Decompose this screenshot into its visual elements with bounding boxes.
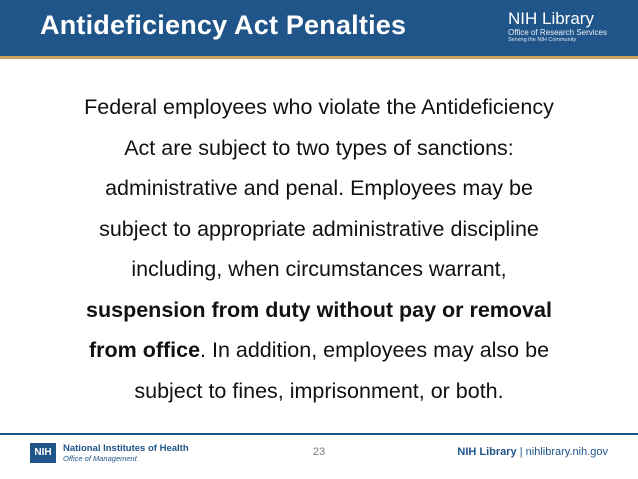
body-line-1: Federal employees who violate the Antideficiency [84, 95, 554, 119]
header-divider [0, 56, 638, 59]
nih-org-block [63, 443, 189, 464]
title-bar [0, 0, 638, 56]
body-line-8: subject to fines, imprisonment, or both. [134, 378, 504, 403]
body-line-5: including, when circumstances warrant, [131, 257, 507, 281]
body-line-4: subject to appropriate administrative discipline [99, 216, 539, 241]
body-line-7-rest: . In addition, employees may also be [200, 338, 550, 362]
emphasis-office: from office [88, 338, 201, 362]
footer-library-name: NIH Library [457, 446, 517, 458]
emphasis-penalty: suspension from duty without pay or removal [86, 297, 552, 322]
brand-name: NIH Library [508, 9, 594, 28]
brand-tagline: Serving the NIH Community [508, 37, 577, 43]
body-line-2: Act are subject to two types of sanctions: [124, 135, 514, 160]
body-line-3: administrative and penal. Employees may be [105, 176, 533, 200]
brand-subtitle: Office of Research Services [508, 28, 608, 37]
body-line-7 [30, 330, 608, 371]
footer-divider [0, 433, 638, 435]
nih-office-name: Office of Management [63, 454, 137, 463]
body-line-6 [30, 290, 608, 331]
footer-separator: | [516, 446, 526, 458]
page-number: 23 [312, 446, 326, 458]
slide-body [30, 87, 608, 411]
nih-org-name: National Institutes of Health [63, 443, 189, 454]
slide-title: Antideficiency Act Penalties [40, 10, 407, 40]
nih-logo-icon: NIH [30, 443, 56, 463]
footer-url: nihlibrary.nih.gov [525, 446, 608, 458]
nih-library-brand [508, 10, 607, 44]
footer-library-link [457, 446, 608, 458]
